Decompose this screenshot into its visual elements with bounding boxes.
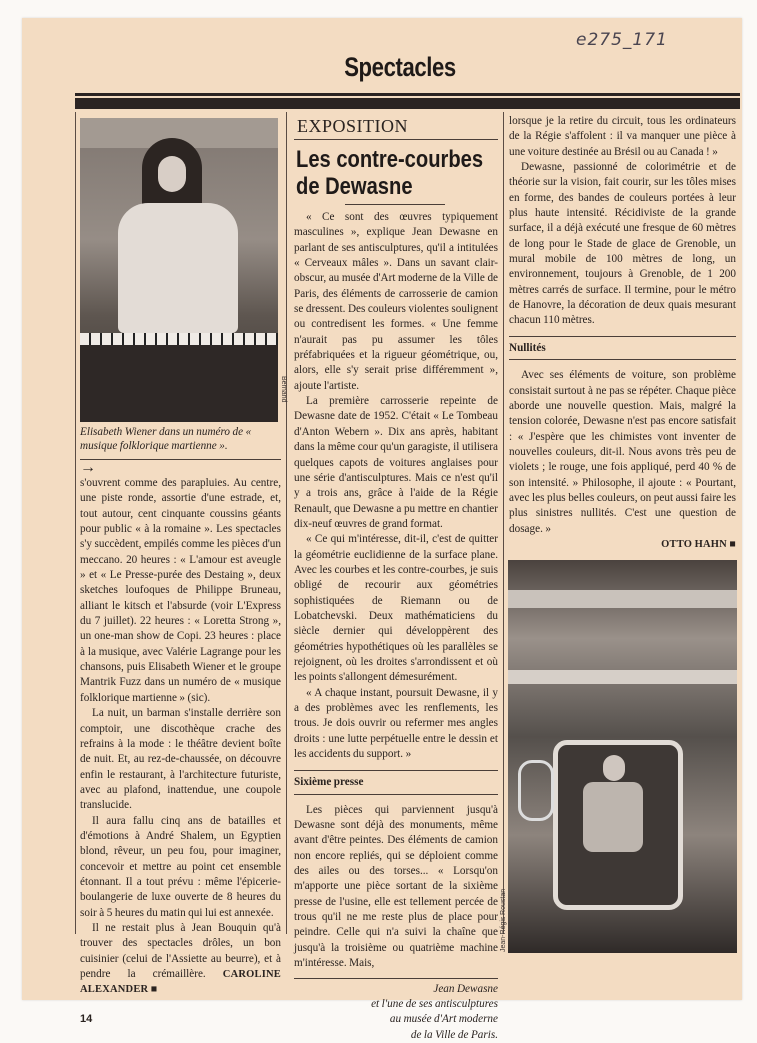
- continued-arrow-icon: →: [80, 459, 96, 476]
- photo-credit: Bernand: [280, 376, 287, 403]
- article-column-2: [294, 210, 498, 1043]
- photo-elisabeth-wiener: [80, 118, 287, 422]
- header-rule: [75, 93, 740, 96]
- paragraph: « Ce sont des œuvres typiquement masculines », explique Jean Dewasne en parlant de ses antisculptures, qu'il a intitulées « Cerveaux mâles ». Dans un savant clair-obscur, au musée d'Art moderne de la Ville de Paris, des éléments de carrosserie de camion se dressent. Des couleurs violentes soulignent ou contredisent les formes. « Une femme n'aurait pas pu assumer les tôles préfabriquées et la rigueur géométrique, ou, alors, elle s'y serait prise différemment », ajoute l'artiste.: [294, 211, 498, 392]
- column-divider: [503, 112, 504, 934]
- paragraph: Avec ses éléments de voiture, son problème consistait surtout à ne pas se répéter. Chaque pièce aborde une nouvelle question. Mais, malgré la tension colorée, Dewasne n'est pas encore satisfait : « J'espère que les chimistes vont inventer de nouvelles couleurs, dit-il. Nous avons très peu de violets ; le rouge, une fois appliqué, perd 40 % de son intensité. » Philosophe, il ajoute : « Pourtant, avec les plus belles couleurs, on peut aussi faire les plus sinistres nullités. C'est une question de dosage. »: [509, 369, 736, 535]
- paragraph: « Ce qui m'intéresse, dit-il, c'est de quitter la géométrie euclidienne de la surface plane. Avec les courbes et les contre-courbes, je suis obligé de recourir aux géométries sophistiquées de Riemann ou de Lobatchevski. Deux mathématiciens du siècle dernier qui développèrent des géométries hypothétiques où les parallèles se rejoignent, où les droites s'arrondissent et où les points s'allongent démesurément.: [294, 533, 498, 684]
- handwritten-note: e275_171: [576, 30, 668, 50]
- photo-caption: Jean Dewasne et l'une de ses antisculptures au musée d'Art moderne de la Ville de Paris.: [294, 978, 498, 1043]
- article-column-1: [80, 118, 287, 1027]
- photo-caption: Elisabeth Wiener dans un numéro de « musique folklorique martienne ».: [80, 426, 252, 452]
- photo-jean-dewasne-antisculpture: [500, 560, 737, 953]
- paragraph: « A chaque instant, poursuit Dewasne, il y a des problèmes avec les renflements, les trous. Je dois ouvrir ou refermer mes angles droits : une lutte perpétuelle entre le dessin et les accidents du support. »: [294, 686, 498, 761]
- headline-rule: [345, 204, 445, 205]
- article-kicker: EXPOSITION: [297, 116, 408, 136]
- paragraph: Dewasne, passionné de colorimétrie et de théorie sur la vision, fait courir, sur les tôles mises en forme, des bandes de couleurs portées à leur plus haute intensité. Récidiviste de la grande surface, il a déjà exécuté une fresque de 60 mètres de long pour le Stade de glace de Grenoble, un mural mobile de 100 mètres de long, un environnement, toujours à Grenoble, de 1 200 mètres carrés de surface. Il termine, pour le métro de Hanovre, la décoration de deux quais mesurant chacun 110 mètres.: [509, 161, 736, 327]
- kicker-rule: [294, 139, 498, 140]
- paragraph: Il ne restait plus à Jean Bouquin qu'à trouver des spectacles drôles, un bon cuisinier (celui de l'Assiette au beurre), et à pendre la crémaillère. CAROLINE ALEXANDER ■: [80, 921, 281, 996]
- subheading: Nullités: [509, 341, 546, 354]
- article-headline: Les contre-courbes de Dewasne: [296, 146, 484, 200]
- paragraph: Les pièces qui parviennent jusqu'à Dewasne sont déjà des monuments, même avant d'être peintes. Des éléments de camion non encore repliés, qui se déploient comme des ailes ou des torses... « Lorsqu'on m'apporte une pièce sortant de la sixième presse de l'usine, elle est tellement percée de trous qu'il ne me reste plus de place pour peindre. Celle qui n'a suivi la chaîne que jusqu'à la troisième ou quatrième machine m'intéresse. Mais,: [294, 803, 498, 970]
- paragraph: Il aura fallu cinq ans de batailles et d'émotions à André Shalem, un Egyptien blond, rêveur, un peu fou, pour imaginer, concevoir et mettre au point cet ensemble étonnant. Il a tout prévu : même l'épicerie-boulangerie de luxe ouverte de 8 heures du soir à 5 heures du matin qui lui est annexée.: [80, 814, 281, 919]
- paragraph: lorsque je la retire du circuit, tous les ordinateurs de la Régie s'affolent : il va manquer une pièce à une voiture destinée au Brésil ou au Canada ! »: [509, 115, 736, 158]
- paragraph: La nuit, un barman s'installe derrière son comptoir, une discothèque crache des refrains à la mode : le théâtre devient boîte de nuit. Et, au rez-de-chaussée, on découvre enfin le restaurant, à l'architecture futuriste, avec au plafond, inattendue, une coupole translucide.: [80, 707, 281, 812]
- column-divider: [286, 112, 287, 934]
- author-signature: OTTO HAHN ■: [661, 538, 736, 550]
- section-title: Spectacles: [344, 52, 456, 82]
- header-bar: [75, 98, 740, 109]
- paragraph: La première carrosserie repeinte de Dewasne date de 1952. C'était « Le Tombeau d'Anton Webern ». Dix ans après, habitant dans la même cour qu'un garagiste, il utilisera quelques capots de voitures anglaises pour une série d'antisculptures. Mais ce n'est qu'il y a trois ans, grâce à l'aide de la Régie Renault, que Dewasne a pu mettre en chantier dix-neuf œuvres de grand format.: [294, 395, 498, 530]
- author-signature: CAROLINE ALEXANDER ■: [80, 969, 281, 996]
- photo-credit: Jean-Régis Roustan: [500, 889, 507, 953]
- column-divider: [75, 112, 76, 934]
- subheading: Sixième presse: [294, 776, 364, 789]
- page-number: 14: [80, 1012, 93, 1025]
- paragraph: s'ouvrent comme des parapluies. Au centre, une piste ronde, assortie d'une estrade, et, tout autour, cent cinquante coussins géants pour public « à la romaine ». Les spectacles s'y succèdent, empilés comme les pièces d'un meccano. 20 heures : « L'amour est aveugle » et « Le Presse-purée des Destaing », deux sketches loufoques de Philippe Bruneau, alliant le kitsch et l'absurde (voir L'Express du 7 juillet). 22 heures : « Loretta Strong », un one-man show de Copi. 23 heures : place à la musique, avec Valérie Lagrange pour les chansons, puis Elisabeth Wiener et le groupe Mantrik Fuzz dans un numéro de « musique folklorique martienne » (sic).: [80, 477, 281, 704]
- article-column-3: [500, 114, 736, 953]
